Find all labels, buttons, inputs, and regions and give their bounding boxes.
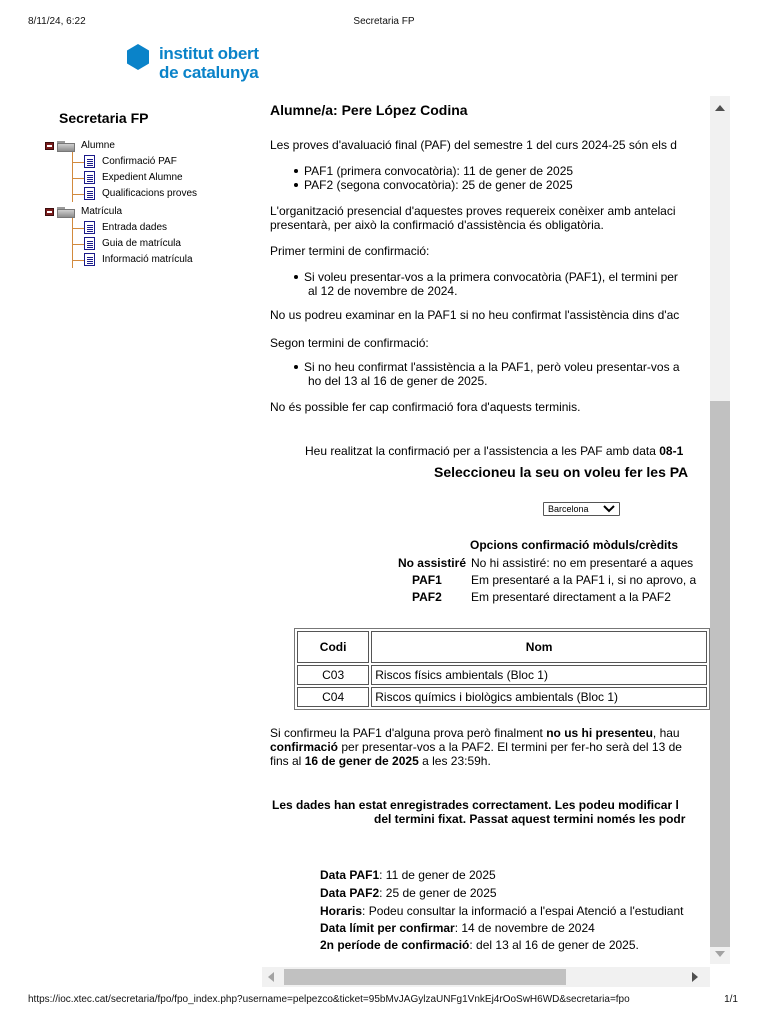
cannot-examine-text: No us podreu examinar en la PAF1 si no heu confirmat l'assistència dins d'ac bbox=[270, 308, 680, 322]
confirmed-date: 08-1 bbox=[659, 444, 684, 458]
note-bold: no us hi presenteu bbox=[546, 726, 653, 740]
option-code: No assistiré bbox=[397, 556, 466, 570]
confirmed-text bbox=[305, 444, 683, 458]
option-desc: No hi assistiré: no em presentaré a aques bbox=[471, 556, 694, 570]
sidebar bbox=[40, 100, 260, 300]
note-text: , hau bbox=[652, 726, 680, 740]
logo-line-1: institut obert bbox=[159, 44, 259, 63]
note-text: per presentar-vos a la PAF2. El termini per fer-ho serà del 13 de bbox=[338, 740, 682, 754]
list-item bbox=[294, 270, 678, 284]
horizontal-scroll-thumb[interactable] bbox=[284, 969, 566, 985]
summary-row bbox=[320, 921, 595, 935]
intro-text: Les proves d'avaluació final (PAF) del semestre 1 del curs 2024-25 són els d bbox=[270, 138, 677, 152]
sidebar-item-label: Entrada dades bbox=[102, 222, 168, 233]
print-footer bbox=[0, 994, 768, 1008]
print-header bbox=[0, 16, 768, 30]
vertical-scroll-thumb[interactable] bbox=[710, 401, 730, 947]
select-seu-heading: Seleccioneu la seu on voleu fer les PA bbox=[434, 464, 689, 480]
confirmed-label: Heu realitzat la confirmació per a l'assistencia a les PAF amb data bbox=[305, 444, 660, 458]
logo-line-2: de catalunya bbox=[159, 63, 259, 82]
note-bold: confirmació bbox=[270, 740, 339, 754]
list-item bbox=[294, 360, 680, 374]
first-term-heading: Primer termini de confirmació: bbox=[270, 244, 430, 258]
summary-value: : 25 de gener de 2025 bbox=[379, 886, 497, 900]
no-outside-text: No és possible fer cap confirmació fora d'aquests terminis. bbox=[270, 400, 581, 414]
paf2-date-text: PAF2 (segona convocatòria): 25 de gener de 2025 bbox=[304, 178, 573, 192]
first-term-text-2: al 12 de novembre de 2024. bbox=[308, 284, 458, 298]
table-cell-code: C03 bbox=[297, 665, 369, 685]
document-icon bbox=[84, 171, 95, 184]
tree-folder-label: Alumne bbox=[81, 140, 115, 151]
collapse-toggle-icon[interactable] bbox=[45, 142, 54, 150]
organization-text: L'organització presencial d'aquestes proves requereix conèixer amb antelaci bbox=[270, 204, 676, 218]
option-desc: Em presentaré directament a la PAF2 bbox=[471, 590, 671, 604]
seu-select-value: Barcelona bbox=[548, 504, 589, 514]
vertical-scrollbar[interactable] bbox=[710, 96, 730, 964]
paf-note-line-2 bbox=[270, 740, 682, 754]
print-page-count: 1/1 bbox=[724, 994, 738, 1005]
note-bold: 16 de gener de 2025 bbox=[304, 754, 419, 768]
table-cell-name: Riscos físics ambientals (Bloc 1) bbox=[371, 665, 707, 685]
option-code: PAF2 bbox=[412, 590, 442, 604]
document-icon bbox=[84, 221, 95, 234]
summary-row bbox=[320, 868, 496, 882]
note-text: fins al bbox=[270, 754, 305, 768]
seu-select[interactable] bbox=[543, 502, 620, 516]
summary-value: : 14 de novembre de 2024 bbox=[454, 921, 595, 935]
print-title: Secretaria FP bbox=[353, 16, 415, 27]
horizontal-scrollbar[interactable] bbox=[262, 967, 710, 987]
tree-folder-label: Matrícula bbox=[81, 206, 123, 217]
summary-label: 2n període de confirmació bbox=[320, 938, 470, 952]
document-icon bbox=[84, 155, 95, 168]
summary-label: Data límit per confirmar bbox=[320, 921, 455, 935]
sidebar-item-label: Guia de matrícula bbox=[102, 238, 181, 249]
tree-connector bbox=[72, 162, 84, 163]
summary-value: : del 13 al 16 de gener de 2025. bbox=[469, 938, 639, 952]
column-header-codi: Codi bbox=[297, 631, 369, 663]
summary-row bbox=[320, 938, 639, 952]
list-item bbox=[294, 164, 573, 178]
chevron-down-icon bbox=[603, 503, 615, 515]
paf-note-line-3 bbox=[270, 754, 491, 768]
scroll-right-arrow-icon[interactable] bbox=[692, 972, 698, 982]
tree-connector bbox=[72, 260, 84, 261]
scroll-up-arrow-icon[interactable] bbox=[715, 105, 725, 111]
table-row bbox=[297, 665, 707, 685]
summary-label: Data PAF1 bbox=[320, 868, 380, 882]
summary-value: : 11 de gener de 2025 bbox=[379, 868, 496, 882]
summary-value: : Podeu consultar la informació a l'espai Atenció a l'estudiant bbox=[362, 904, 684, 918]
organization-text-2: presentarà, per això la confirmació d'assistència és obligatòria. bbox=[270, 218, 604, 232]
summary-row bbox=[320, 904, 683, 918]
sidebar-item-label: Informació matrícula bbox=[102, 254, 193, 265]
second-term-heading: Segon termini de confirmació: bbox=[270, 336, 429, 350]
option-desc: Em presentaré a la PAF1 i, si no aprovo, a bbox=[471, 573, 697, 587]
summary-row bbox=[320, 886, 497, 900]
paf1-date-text: PAF1 (primera convocatòria): 11 de gener de 2025 bbox=[304, 164, 574, 178]
print-url: https://ioc.xtec.cat/secretaria/fpo/fpo_index.php?username=pelpezco&ticket=95bMvJAGylzaUNFg1VnkEj4rOoSwH6WD&secretaria=fpo bbox=[28, 994, 630, 1005]
print-date: 8/11/24, 6:22 bbox=[28, 16, 86, 27]
options-heading: Opcions confirmació mòduls/crèdits bbox=[470, 538, 679, 552]
saved-message-line-1: Les dades han estat enregistrades correctament. Les podeu modificar l bbox=[272, 798, 679, 812]
note-text: a les 23:59h. bbox=[418, 754, 491, 768]
document-icon bbox=[84, 237, 95, 250]
column-header-nom: Nom bbox=[371, 631, 707, 663]
table-row bbox=[297, 687, 707, 707]
option-code: PAF1 bbox=[412, 573, 442, 587]
second-term-text-2: ho del 13 al 16 de gener de 2025. bbox=[308, 374, 488, 388]
tree-connector bbox=[72, 228, 84, 229]
folder-open-icon bbox=[57, 207, 75, 218]
modules-table bbox=[294, 628, 710, 710]
table-header-row bbox=[297, 631, 707, 663]
summary-label: Horaris bbox=[320, 904, 363, 918]
folder-open-icon bbox=[57, 141, 75, 152]
tree-connector bbox=[72, 194, 84, 195]
table-cell-code: C04 bbox=[297, 687, 369, 707]
ioc-logo[interactable] bbox=[127, 44, 277, 84]
note-text: Si confirmeu la PAF1 d'alguna prova però finalment bbox=[270, 726, 547, 740]
sidebar-item-label: Expedient Alumne bbox=[102, 172, 183, 183]
table-cell-name: Riscos químics i biològics ambientals (Bloc 1) bbox=[371, 687, 707, 707]
list-item bbox=[294, 178, 573, 192]
hexagon-logo-icon bbox=[127, 44, 149, 70]
paf-note-line-1 bbox=[270, 726, 680, 740]
document-icon bbox=[84, 187, 95, 200]
document-icon bbox=[84, 253, 95, 266]
scroll-left-arrow-icon[interactable] bbox=[268, 972, 274, 982]
collapse-toggle-icon[interactable] bbox=[45, 208, 54, 216]
tree-connector bbox=[72, 244, 84, 245]
summary-label: Data PAF2 bbox=[320, 886, 380, 900]
sidebar-item-label: Qualificacions proves bbox=[102, 188, 198, 199]
main-content bbox=[262, 96, 710, 964]
sidebar-item-label: Confirmació PAF bbox=[102, 156, 177, 167]
second-term-text: Si no heu confirmat l'assistència a la PAF1, però voleu presentar-vos a bbox=[304, 360, 680, 374]
student-title: Alumne/a: Pere López Codina bbox=[270, 102, 468, 118]
first-term-text: Si voleu presentar-vos a la primera convocatòria (PAF1), el termini per bbox=[304, 270, 678, 284]
tree-connector bbox=[72, 178, 84, 179]
saved-message-line-2: del termini fixat. Passat aquest termini només les podr bbox=[374, 812, 686, 826]
scroll-down-arrow-icon[interactable] bbox=[715, 951, 725, 957]
sidebar-title: Secretaria FP bbox=[59, 110, 149, 126]
